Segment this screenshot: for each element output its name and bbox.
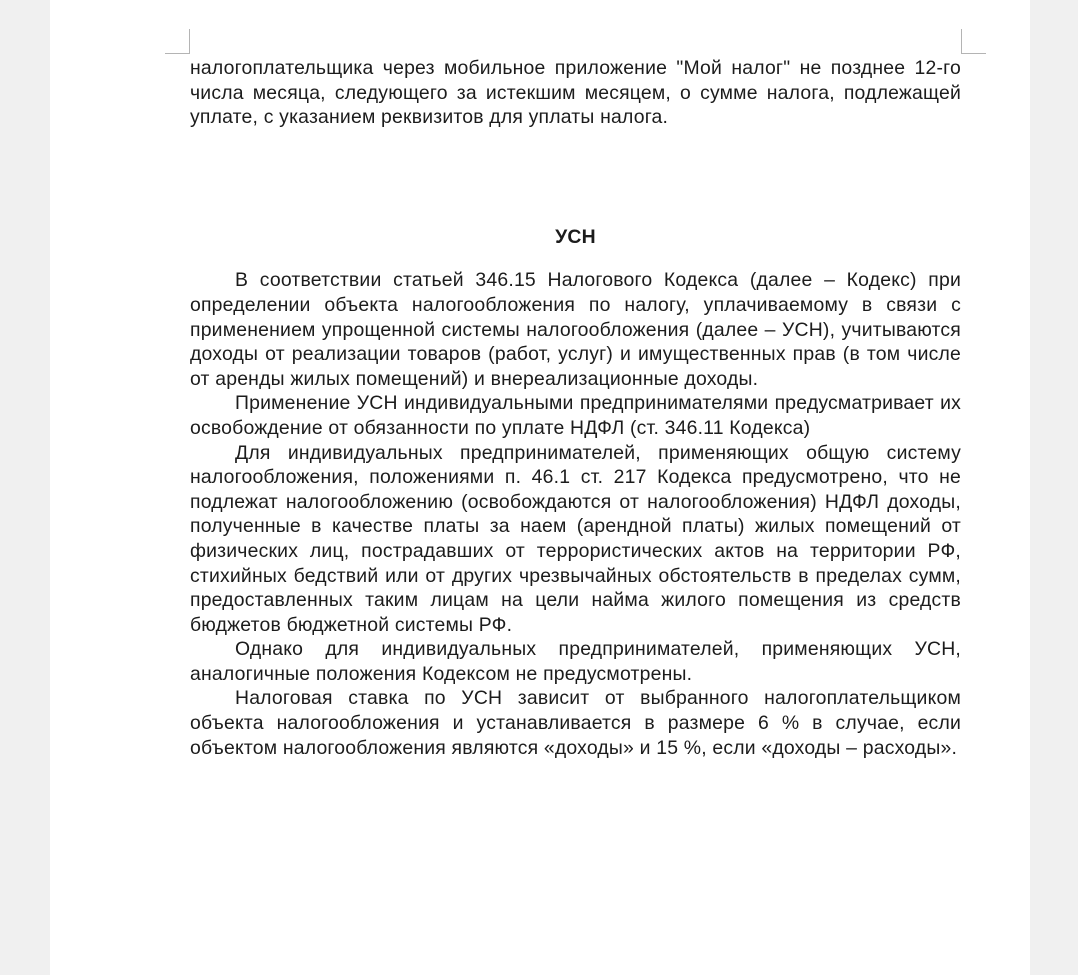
document-page xyxy=(50,0,1030,975)
paragraph-5: Налоговая ставка по УСН зависит от выбранного налогоплательщиком объекта налогообложения и устанавливается в размере 6 % в случае, если объектом налогообложения являются «доходы» и 15 %, если «доходы – расходы». xyxy=(190,687,961,759)
crop-mark-right xyxy=(961,29,986,54)
section-heading: УСН xyxy=(555,225,596,248)
paragraph-4: Однако для индивидуальных предпринимателей, применяющих УСН, аналогичные положения Кодексом не предусмотрены. xyxy=(190,638,961,685)
intro-paragraph: налогоплательщика через мобильное приложение "Мой налог" не позднее 12-го числа месяца, следующего за истекшим месяцем, о сумме налога, подлежащей уплате, с указанием реквизитов для уплаты налога. xyxy=(190,57,961,129)
paragraph-2: Применение УСН индивидуальными предпринимателями предусматривает их освобождение от обязанности по уплате НДФЛ (ст. 346.11 Кодекса) xyxy=(190,392,961,439)
crop-mark-left xyxy=(165,29,190,54)
paragraph-3: Для индивидуальных предпринимателей, применяющих общую систему налогообложения, положениями п. 46.1 ст. 217 Кодекса предусмотрено, что не подлежат налогообложению (освобождаются от налогообложения) НДФЛ доходы, полученные в качестве платы за наем (арендной платы) жилых помещений от физических лиц, пострадавших от террористических актов на территории РФ, стихийных бедствий или от других чрезвычайных обстоятельств в пределах сумм, предоставленных таким лицам на цели найма жилого помещения из средств бюджетов бюджетной системы РФ. xyxy=(190,441,961,636)
document-body[interactable] xyxy=(190,56,961,760)
paragraph-1: В соответствии статьей 346.15 Налогового Кодекса (далее – Кодекс) при определении объекта налогообложения по налогу, уплачиваемому в связи с применением упрощенной системы налогообложения (далее – УСН), учитываются доходы от реализации товаров (работ, услуг) и имущественных прав (в том числе от аренды жилых помещений) и внереализационные доходы. xyxy=(190,269,961,390)
